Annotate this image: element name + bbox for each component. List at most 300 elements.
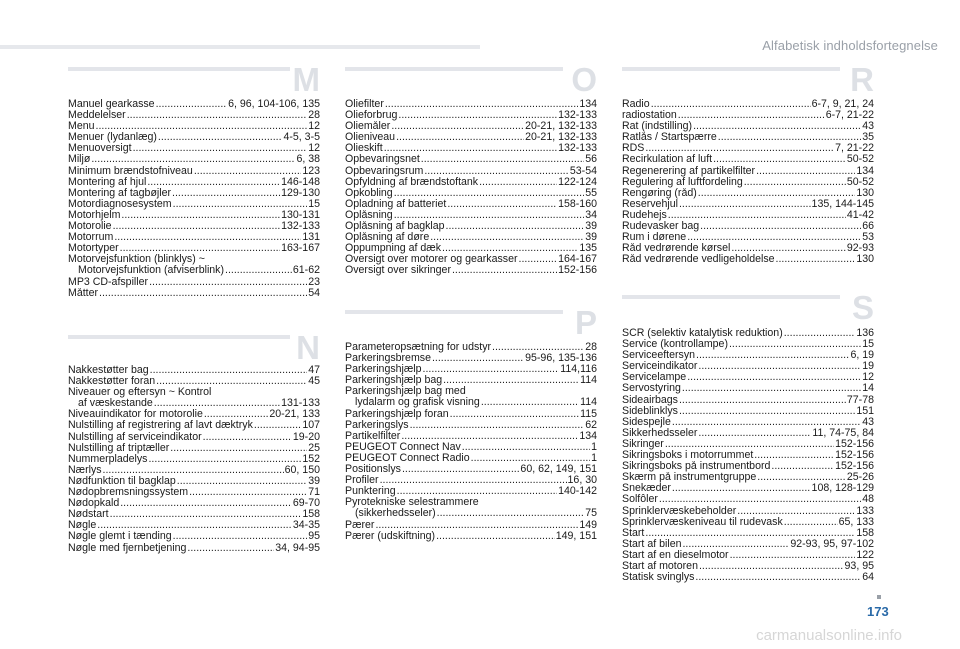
section-header-n	[68, 330, 320, 366]
dot-leader	[645, 143, 834, 154]
dot-leader	[784, 517, 838, 528]
index-entry	[622, 372, 874, 383]
entry-label: Menuoversigt	[68, 143, 132, 155]
entry-pages: 53	[862, 232, 874, 244]
footer-marker	[877, 595, 881, 599]
entry-pages: 151	[856, 405, 874, 417]
entry-label: Motortyper	[68, 243, 119, 255]
entry-pages: 134	[856, 165, 874, 177]
entry-label: MP3 CD-afspiller	[68, 276, 149, 288]
entry-pages: 6-7, 9, 21, 24	[811, 99, 874, 110]
dot-leader	[446, 221, 585, 232]
entry-pages: 77-78	[846, 394, 874, 406]
entry-pages: 4-5, 3-5	[283, 132, 320, 144]
index-entry	[68, 221, 320, 232]
entry-label: Olieforbrug	[345, 110, 398, 122]
entry-label: Partikelfilter	[345, 430, 401, 442]
entry-label: Nulstilling af registrering af lavt dæktryk	[68, 420, 253, 432]
index-entry	[68, 277, 320, 288]
header-bar	[0, 45, 480, 49]
entry-pages: 62	[585, 419, 597, 431]
index-entry	[345, 409, 597, 420]
index-entry	[345, 199, 597, 210]
entry-pages: 55	[585, 187, 597, 199]
entry-label: radiostation	[622, 110, 677, 122]
index-entry	[68, 288, 320, 299]
entry-pages: 152	[302, 453, 320, 465]
dot-leader	[177, 476, 307, 487]
dot-leader	[394, 188, 585, 199]
entry-pages: 60, 150	[284, 464, 320, 476]
dot-leader	[744, 177, 846, 188]
dot-leader	[696, 350, 849, 361]
index-entry	[345, 254, 597, 265]
dot-leader	[158, 132, 283, 143]
entry-pages: 71	[308, 487, 320, 499]
entry-pages: 48	[862, 494, 874, 506]
entry-label: Sprinklervæskeniveau til rudevask	[622, 516, 783, 528]
section-letter: N	[296, 329, 320, 366]
entry-label: Meddelelser	[68, 110, 126, 122]
entry-label: Olieskift	[345, 143, 383, 155]
index-entry	[68, 443, 320, 454]
dot-leader	[375, 520, 578, 531]
dot-leader	[225, 265, 292, 276]
entry-pages: 130	[856, 187, 874, 199]
index-entry	[622, 121, 874, 132]
index-entry	[622, 395, 874, 406]
entry-pages: 134	[579, 430, 597, 442]
entry-pages: 15	[308, 198, 320, 210]
entry-label: (sikkerhedsseler)	[355, 508, 436, 520]
index-entry	[622, 517, 874, 528]
entry-label: Menuer (lydanlæg)	[68, 132, 157, 144]
entry-pages: 6, 96, 104-106, 135	[228, 99, 320, 110]
index-entry	[345, 497, 597, 508]
entry-label: Solfôler	[622, 494, 658, 506]
dot-leader	[672, 417, 861, 428]
dot-leader	[659, 494, 861, 505]
dot-leader	[450, 409, 579, 420]
index-entry	[68, 465, 320, 476]
entry-pages: 158	[302, 509, 320, 521]
entry-label: Nærlys	[68, 464, 102, 476]
entry-pages: 50-52	[846, 154, 874, 166]
section-rule	[345, 310, 563, 314]
dot-leader	[519, 254, 558, 265]
dot-leader	[447, 199, 557, 210]
entry-pages: 131-133	[281, 398, 320, 410]
dot-leader	[172, 188, 280, 199]
section-rule	[68, 335, 290, 339]
dot-leader	[443, 375, 579, 386]
entry-pages: 20-21, 132-133	[525, 121, 597, 133]
entry-pages: 45	[308, 376, 320, 388]
index-entry	[622, 328, 874, 339]
index-entry	[68, 254, 320, 265]
index-entry	[68, 166, 320, 177]
dot-leader	[678, 110, 825, 121]
entry-label: Nakkestøtter bag	[68, 365, 149, 376]
index-entry	[622, 188, 874, 199]
dot-leader	[693, 121, 861, 132]
index-entry-continuation	[345, 508, 597, 519]
entry-pages: 23	[308, 276, 320, 288]
entry-label: Motorolie	[68, 221, 112, 233]
index-entry	[622, 350, 874, 361]
dot-leader	[481, 397, 579, 408]
entry-label: Parkeringshjælp bag	[345, 375, 443, 387]
index-entry	[622, 177, 874, 188]
entry-label: Punktering	[345, 486, 396, 498]
entry-label: Ratlås / Startspærre	[622, 132, 717, 144]
entry-pages: 152-156	[558, 265, 597, 277]
entry-label: Oversigt over sikringer	[345, 265, 451, 277]
index-entry	[622, 506, 874, 517]
index-entry	[622, 406, 874, 417]
dot-leader	[203, 432, 292, 443]
index-entry	[68, 110, 320, 121]
index-list-s	[622, 328, 874, 583]
dot-leader	[651, 99, 811, 110]
entry-pages: 43	[862, 121, 874, 133]
dot-leader	[698, 188, 856, 199]
page-number: 173	[867, 604, 889, 619]
index-entry	[68, 210, 320, 221]
entry-label: Rat (indstilling)	[622, 121, 693, 133]
dot-leader	[672, 483, 811, 494]
index-entry	[345, 177, 597, 188]
entry-label: Niveauindikator for motorolie	[68, 409, 203, 421]
index-entry	[345, 265, 597, 276]
index-entry	[68, 543, 320, 554]
entry-label: Rengøring (råd)	[622, 187, 697, 199]
entry-pages: 130	[856, 254, 874, 266]
section-letter: M	[292, 61, 320, 98]
section-header-s	[622, 290, 874, 326]
entry-pages: 149	[579, 519, 597, 531]
entry-label: Start af en dieselmotor	[622, 549, 729, 561]
entry-pages: 108, 128-129	[811, 483, 874, 495]
entry-pages: 130-131	[281, 209, 320, 221]
index-entry	[622, 210, 874, 221]
entry-label: Motorvejsfunktion (afviserblink)	[78, 265, 225, 277]
entry-pages: 54	[308, 287, 320, 299]
dot-leader	[442, 243, 578, 254]
index-entry	[622, 428, 874, 439]
dot-leader	[401, 431, 578, 442]
index-entry-continuation	[68, 398, 320, 409]
entry-pages: 135	[579, 243, 597, 255]
entry-label: Snekæder	[622, 483, 671, 495]
dot-leader	[402, 464, 519, 475]
page-header-title: Alfabetisk indholdsfortegnelse	[762, 38, 938, 53]
index-entry	[345, 210, 597, 221]
index-entry	[68, 531, 320, 542]
entry-pages: 134	[579, 99, 597, 110]
dot-leader	[430, 232, 584, 243]
index-entry	[68, 199, 320, 210]
index-entry	[68, 454, 320, 465]
index-entry	[345, 166, 597, 177]
entry-label: Montering af tagbøjler	[68, 187, 172, 199]
entry-label: Positionslys	[345, 464, 401, 476]
dot-leader	[729, 339, 861, 350]
index-entry	[622, 472, 874, 483]
dot-leader	[254, 420, 301, 431]
dot-leader	[421, 154, 584, 165]
dot-leader	[699, 561, 844, 572]
entry-label: Skærm på instrumentgruppe	[622, 472, 757, 484]
index-entry	[622, 243, 874, 254]
entry-pages: 122-124	[558, 176, 597, 188]
dot-leader	[718, 132, 861, 143]
index-entry	[68, 520, 320, 531]
dot-leader	[113, 221, 281, 232]
index-entry	[68, 432, 320, 443]
entry-pages: 132-133	[558, 143, 597, 155]
entry-pages: 114,116	[560, 364, 597, 376]
entry-label: Motorhjelm	[68, 209, 121, 221]
index-entry	[622, 572, 874, 583]
entry-pages: 149, 151	[555, 530, 597, 542]
entry-pages: 107	[302, 420, 320, 432]
entry-pages: 132-133	[558, 110, 597, 122]
index-entry	[68, 243, 320, 254]
entry-pages: 136	[856, 328, 874, 339]
dot-leader	[149, 277, 307, 288]
index-entry	[345, 531, 597, 542]
entry-label: Parameteropsætning for udstyr	[345, 342, 492, 353]
entry-pages: 34	[585, 209, 597, 221]
entry-pages: 61-62	[292, 265, 320, 277]
dot-leader	[432, 353, 524, 364]
section-rule	[345, 67, 563, 71]
entry-pages: 93, 95	[844, 560, 874, 572]
index-entry	[622, 383, 874, 394]
entry-pages: 35	[862, 132, 874, 144]
entry-pages: 41-42	[846, 209, 874, 221]
entry-pages: 20-21, 132-133	[525, 132, 597, 144]
dot-leader	[391, 121, 524, 132]
entry-pages: 12	[308, 121, 320, 133]
index-entry	[345, 154, 597, 165]
entry-pages: 15	[862, 339, 874, 351]
dot-leader	[120, 243, 280, 254]
index-entry	[345, 486, 597, 497]
dot-leader	[452, 265, 557, 276]
entry-pages: 53-54	[569, 165, 597, 177]
entry-label: Radio	[622, 99, 650, 110]
entry-pages: 65, 133	[838, 516, 874, 528]
entry-pages: 6-7, 21-22	[825, 110, 874, 122]
index-entry	[68, 121, 320, 132]
dot-leader	[173, 199, 308, 210]
entry-label: Serviceindikator	[622, 361, 698, 373]
entry-label: Opbevaringsnet	[345, 154, 420, 166]
entry-pages: 152-156	[835, 438, 874, 450]
entry-pages: 43	[862, 416, 874, 428]
dot-leader	[110, 509, 302, 520]
index-entry	[68, 99, 320, 110]
entry-pages: 129-130	[281, 187, 320, 199]
entry-pages: 133	[856, 505, 874, 517]
index-entry	[345, 464, 597, 475]
entry-label: Regenerering af partikelfilter	[622, 165, 756, 177]
section-rule	[622, 295, 840, 299]
index-entry	[345, 99, 597, 110]
dot-leader	[99, 288, 307, 299]
index-list-p	[345, 342, 597, 542]
entry-pages: 114	[580, 397, 597, 409]
entry-label: Sidespejle	[622, 416, 671, 428]
entry-label: Parkeringshjælp foran	[345, 408, 449, 420]
index-entry	[622, 339, 874, 350]
entry-pages: 66	[862, 221, 874, 233]
index-entry	[345, 121, 597, 132]
index-entry	[622, 450, 874, 461]
section-header-r	[622, 62, 874, 98]
entry-pages: 7, 21-22	[835, 143, 874, 155]
entry-label: Nøgle glemt i tænding	[68, 531, 172, 543]
dot-leader	[148, 454, 301, 465]
dot-leader	[437, 508, 585, 519]
entry-label: Start af motoren	[622, 560, 698, 572]
entry-label: Sikkerhedsseler	[622, 427, 698, 439]
index-entry	[345, 143, 597, 154]
entry-label: Menu	[68, 121, 95, 133]
dot-leader	[682, 383, 861, 394]
entry-pages: 92-93	[846, 243, 874, 255]
entry-pages: 19-20	[292, 431, 320, 443]
entry-pages: 39	[308, 475, 320, 487]
dot-leader	[492, 342, 584, 353]
entry-pages: 20-21, 133	[269, 409, 320, 421]
entry-pages: 92-93, 95, 97-102	[790, 538, 874, 550]
index-entry	[345, 353, 597, 364]
index-entry	[345, 431, 597, 442]
entry-pages: 19	[862, 361, 874, 373]
dot-leader	[147, 177, 280, 188]
entry-pages: 158-160	[558, 198, 597, 210]
dot-leader	[679, 199, 811, 210]
index-entry	[68, 387, 320, 398]
dot-leader	[471, 453, 590, 464]
entry-label: Rudevasker bag	[622, 221, 700, 233]
index-entry-continuation	[68, 265, 320, 276]
entry-label: Oplåsning af døre	[345, 232, 430, 244]
index-entry	[68, 143, 320, 154]
entry-label: Motordiagnosesystem	[68, 198, 172, 210]
dot-leader	[754, 450, 834, 461]
index-entry	[622, 132, 874, 143]
entry-pages: 132-133	[281, 221, 320, 233]
index-entry	[622, 199, 874, 210]
entry-label: Olieniveau	[345, 132, 396, 144]
dot-leader	[173, 531, 308, 542]
entry-label: Parkeringsbremse	[345, 353, 431, 365]
section-header-p	[345, 305, 597, 341]
entry-pages: 64	[862, 572, 874, 584]
index-entry	[68, 154, 320, 165]
index-entry	[68, 509, 320, 520]
entry-pages: 25-26	[846, 472, 874, 484]
dot-leader	[121, 210, 280, 221]
entry-pages: 28	[585, 342, 597, 353]
index-entry	[345, 475, 597, 486]
entry-pages: 34, 94-95	[275, 542, 320, 554]
entry-label: RDS	[622, 143, 645, 155]
entry-label: Nulstilling af serviceindikator	[68, 431, 202, 443]
dot-leader	[668, 210, 846, 221]
entry-label: Sideairbags	[622, 394, 678, 406]
dot-leader	[156, 376, 307, 387]
entry-pages: 1	[591, 441, 597, 453]
entry-pages: 122	[856, 549, 874, 561]
index-entry	[622, 561, 874, 572]
dot-leader	[96, 121, 308, 132]
dot-leader	[189, 487, 307, 498]
section-letter: R	[850, 61, 874, 98]
dot-leader	[204, 409, 268, 420]
entry-label: Montering af hjul	[68, 176, 147, 188]
section-letter: O	[571, 61, 597, 98]
section-rule	[68, 67, 290, 71]
index-entry	[345, 342, 597, 353]
entry-label: Opladning af batteriet	[345, 198, 447, 210]
index-entry	[622, 539, 874, 550]
dot-leader	[731, 243, 846, 254]
dot-leader	[687, 232, 861, 243]
dot-leader	[397, 486, 557, 497]
index-entry	[345, 110, 597, 121]
index-entry	[68, 365, 320, 376]
index-entry	[345, 420, 597, 431]
entry-pages: 56	[585, 154, 597, 166]
section-rule	[622, 67, 840, 71]
dot-leader	[479, 177, 557, 188]
section-letter: P	[574, 304, 597, 341]
index-entry	[622, 143, 874, 154]
index-entry	[68, 132, 320, 143]
index-entry	[345, 221, 597, 232]
dot-leader	[150, 365, 308, 376]
index-entry	[68, 476, 320, 487]
entry-pages: 14	[862, 383, 874, 395]
index-entry	[68, 487, 320, 498]
dot-leader	[127, 110, 307, 121]
index-entry	[345, 442, 597, 453]
index-entry	[622, 110, 874, 121]
entry-label: Oplåsning af bagklap	[345, 221, 445, 233]
dot-leader	[423, 364, 560, 375]
dot-leader	[380, 475, 567, 486]
entry-label: Start af bilen	[622, 538, 682, 550]
entry-label: Manuel gearkasse	[68, 99, 155, 110]
entry-pages: 25	[308, 442, 320, 454]
entry-label: Reservehjul	[622, 198, 678, 210]
dot-leader	[154, 398, 280, 409]
index-entry-continuation	[345, 397, 597, 408]
entry-label: Parkeringshjælp bag med	[345, 386, 466, 398]
entry-label: PEUGEOT Connect Nav	[345, 441, 461, 453]
index-entry	[622, 439, 874, 450]
index-entry	[622, 232, 874, 243]
entry-pages: 6, 38	[296, 154, 320, 166]
index-entry	[622, 166, 874, 177]
index-entry	[345, 386, 597, 397]
dot-leader	[194, 166, 301, 177]
